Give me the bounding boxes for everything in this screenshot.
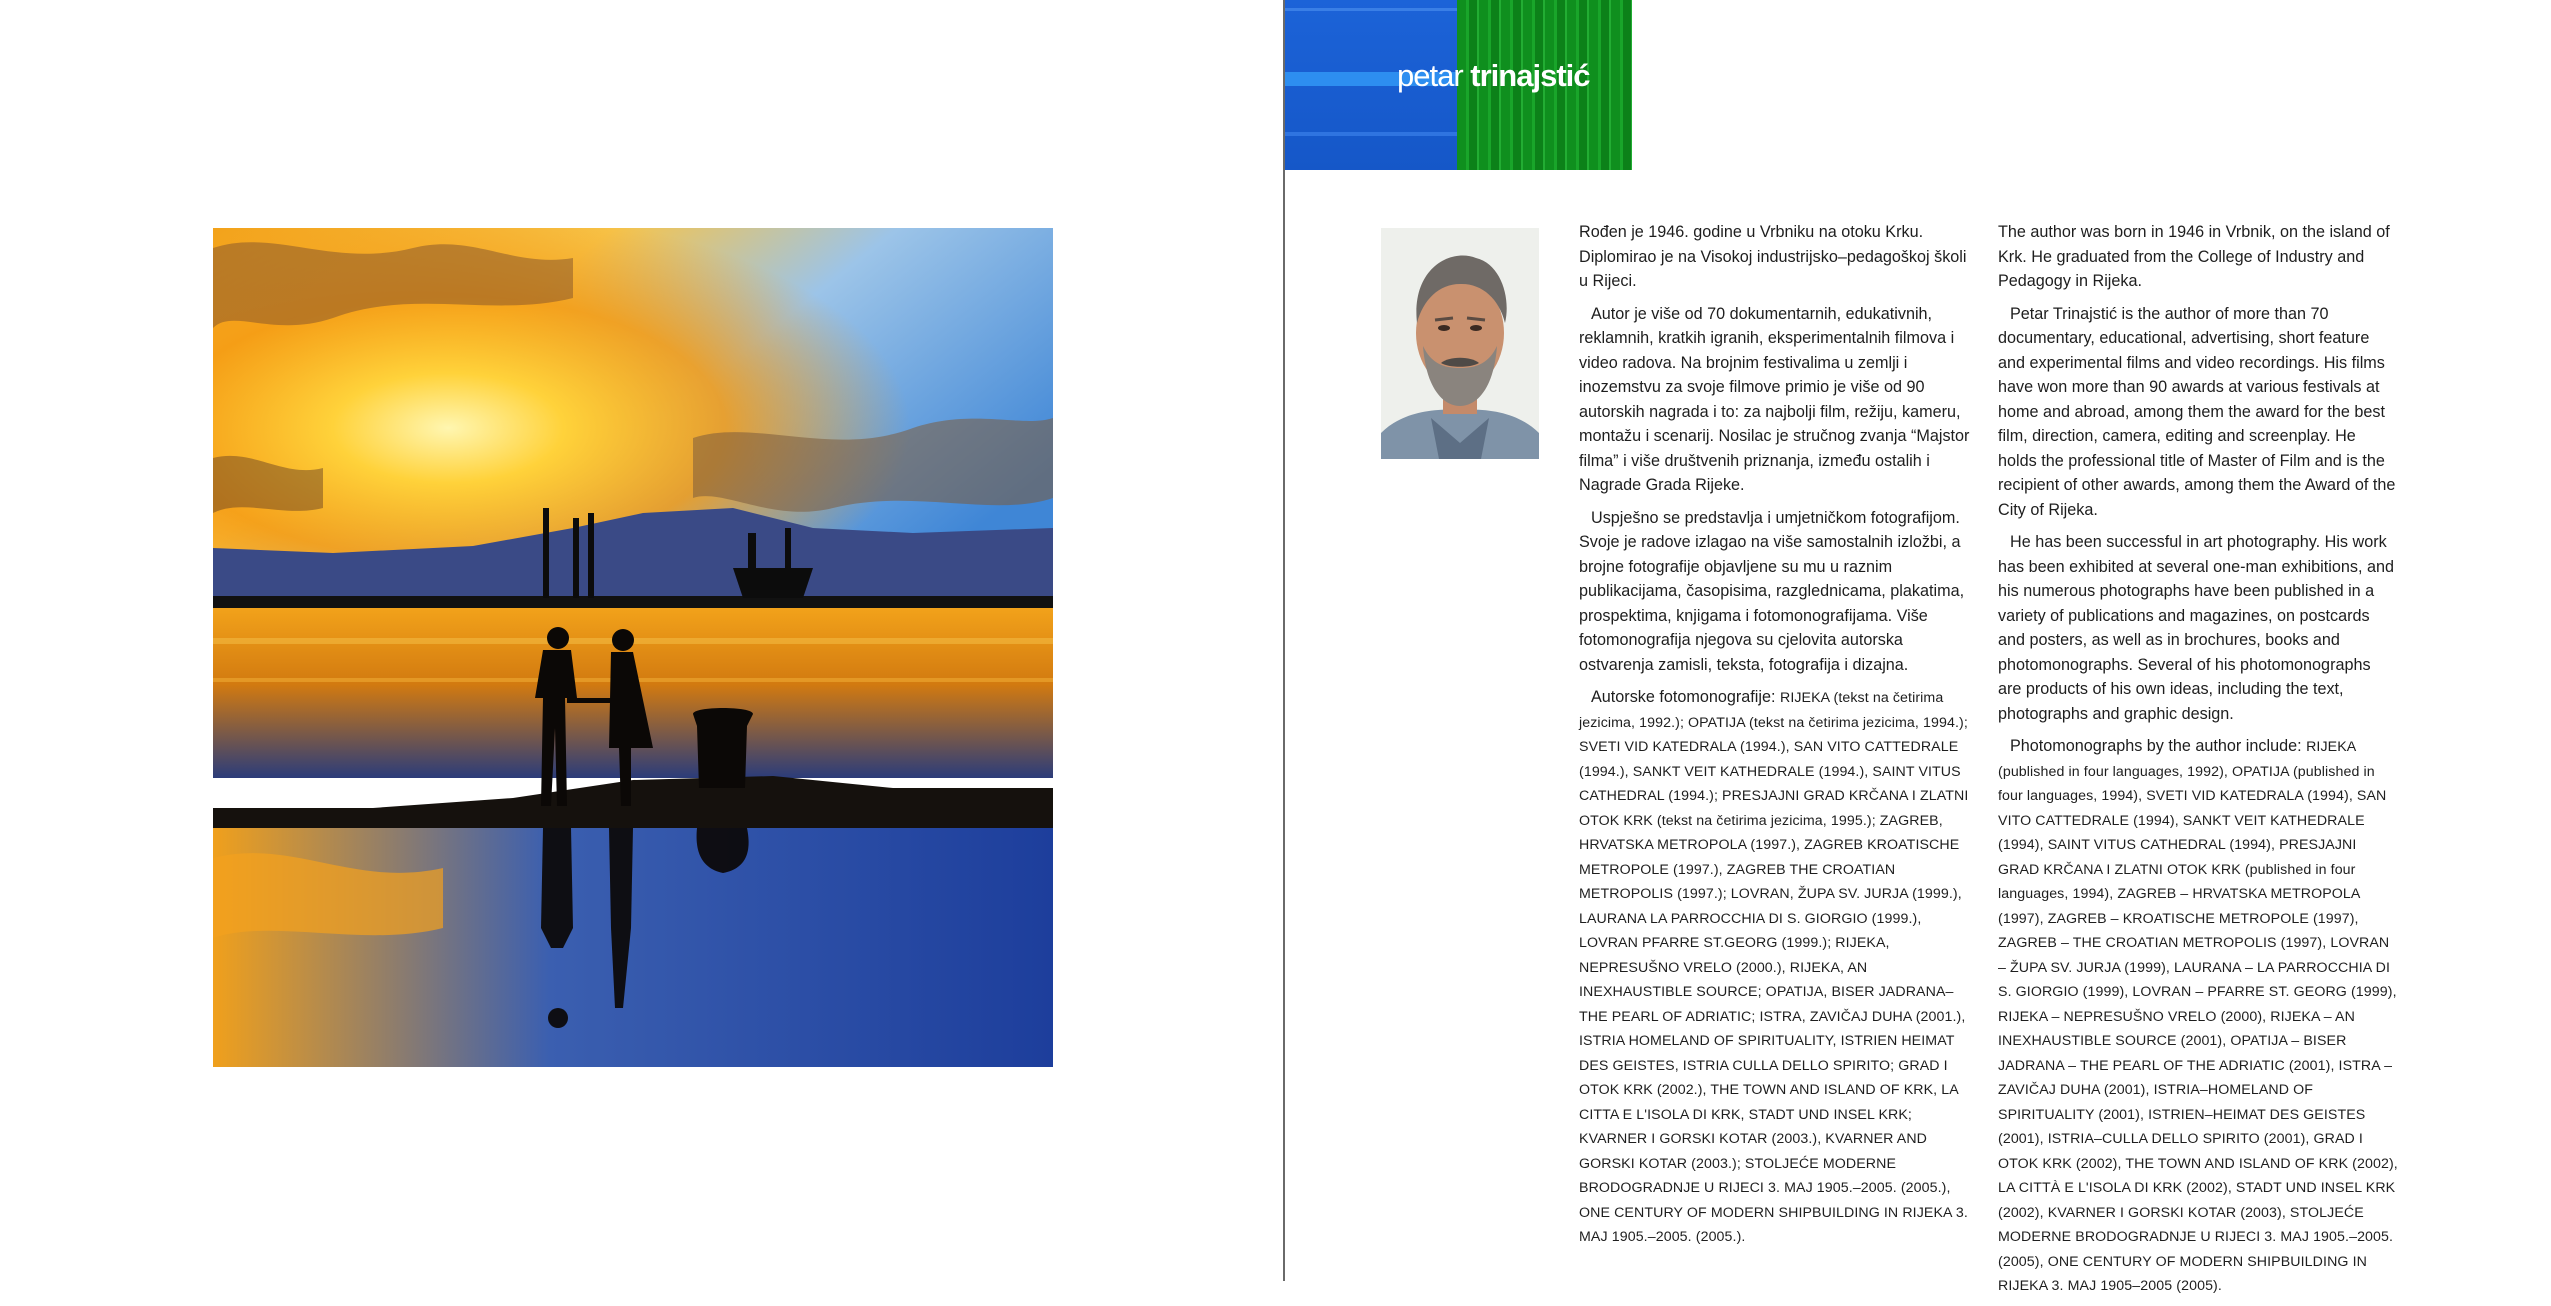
bio-en-paragraph-4 [1998, 734, 2398, 1298]
bio-hr-paragraph-1: Rođen je 1946. godine u Vrbniku na otoku Krku. Diplomirao je na Visokoj industrijsko–pedagoškoj školi u Rijeci. [1579, 223, 1967, 290]
bio-hr-paragraph-2: Autor je više od 70 dokumentarnih, edukativnih, reklamnih, kratkih igranih, eksperimentalnih filmova i video radova. Na brojnim festivalima u zemlji i inozemstvu za svoje filmove primio je više od 90 autorskih nagrada i to: za najbolji film, režiju, kameru, montažu i scenarij. Nosilac je stručnog zvanja “Majstor filma” i više društvenih priznanja, između ostalih i Nagrade Grada Rijeke. [1579, 304, 1970, 494]
sunset-harbour-photo [213, 228, 1053, 1067]
left-page [0, 0, 1283, 1281]
bio-english-column [1998, 220, 2398, 1306]
bio-croatian-column [1579, 220, 1979, 1257]
bio-hr-monographs-list: RIJEKA (tekst na četirima jezicima, 1992.); OPATIJA (tekst na četirima jezicima, 1994.); SVETI VID KATEDRALA (1994.), SAN VITO CATTEDRALE (1994.), SANKT VEIT KATHEDRALE (1994.), SAINT VITUS CATHEDRAL (1994.); PRESJAJNI GRAD KRČANA I ZLATNI OTOK KRK (tekst na četirima jezicima, 1995.); ZAGREB, HRVATSKA METROPOLA (1997.), ZAGREB KROATISCHE METROPOLE (1997.), ZAGREB THE CROATIAN METROPOLIS (1997.); LOVRAN, ŽUPA SV. JURJA (1999.), LAURANA LA PARROCCHIA DI S. GIORGIO (1999.), LOVRAN PFARRE ST.GEORG (1999.); RIJEKA, NEPRESUŠNO VRELO (2000.), RIJEKA, AN INEXHAUSTIBLE SOURCE; OPATIJA, BISER JADRANA–THE PEARL OF ADRIATIC; ISTRA, ZAVIČAJ DUHA (2001.), ISTRIA HOMELAND OF SPIRITUALITY, ISTRIEN HEIMAT DES GEISTES, ISTRIA CULLA DELLO SPIRITO; GRAD I OTOK KRK (2002.), THE TOWN AND ISLAND OF KRK, LA CITTA E L'ISOLA DI KRK, STADT UND INSEL KRK; KVARNER I GORSKI KOTAR (2003.), KVARNER AND GORSKI KOTAR (2003.); STOLJEĆE MODERNE BRODOGRADNJE U RIJECI 3. MAJ 1905.–2005. (2005.), ONE CENTURY OF MODERN SHIPBUILDING IN RIJEKA 3. MAJ 1905.–2005. (2005.). [1579, 690, 1969, 1245]
author-portrait [1381, 228, 1539, 459]
right-page [1285, 0, 2551, 1294]
header-banner [1285, 0, 1632, 170]
bio-en-monographs-list: RIJEKA (published in four languages, 1992), OPATIJA (published in four languages, 1994), SVETI VID KATEDRALA (1994), SAN VITO CATTEDRALE (1994), SANKT VEIT KATHEDRALE (1994), SAINT VITUS CATHEDRAL (1994), PRESJAJNI GRAD KRČANA I ZLATNI OTOK KRK (published in four languages, 1994), ZAGREB – HRVATSKA METROPOLA (1997), ZAGREB – KROATISCHE METROPOLE (1997), ZAGREB – THE CROATIAN METROPOLIS (1997), LOVRAN – ŽUPA SV. JURJA (1999), LAURANA – LA PARROCCHIA DI S. GIORGIO (1999), LOVRAN – PFARRE ST. GEORG (1999), RIJEKA – NEPRESUŠNO VRELO (2000), RIJEKA – AN INEXHAUSTIBLE SOURCE (2001), OPATIJA – BISER JADRANA – THE PEARL OF THE ADRIATIC (2001), ISTRA – ZAVIČAJ DUHA (2001), ISTRIA–HOMELAND OF SPIRITUALITY (2001), ISTRIEN–HEIMAT DES GEISTES (2001), ISTRIA–CULLA DELLO SPIRITO (2001), GRAD I OTOK KRK (2002), THE TOWN AND ISLAND OF KRK (2002), LA CITTÀ E L'ISOLA DI KRK (2002), STADT UND INSEL KRK (2002), KVARNER I GORSKI KOTAR (2003), STOLJEĆE MODERNE BRODOGRADNJE U RIJECI 3. MAJ 1905.–2005. (2005), ONE CENTURY OF MODERN SHIPBUILDING IN RIJEKA 3. MAJ 1905–2005 (2005). [1998, 739, 2398, 1294]
author-first-name: petar [1397, 58, 1463, 93]
bio-hr-monographs-lead: Autorske fotomonografije: [1591, 688, 1780, 706]
bio-en-paragraph-3: He has been successful in art photography. His work has been exhibited at several one-man exhibitions, and his numerous photographs have been published in a variety of publications and magazines, on postcards and posters, as well as in brochures, books and photomonographs. Several of his photomonographs are products of his own ideas, including the text, photographs and graphic design. [1998, 533, 2394, 723]
author-name-title [1397, 58, 1590, 94]
bio-en-monographs-lead: Photomonographs by the author include: [2010, 737, 2307, 755]
bio-hr-paragraph-4 [1579, 685, 1979, 1249]
bio-en-paragraph-2: Petar Trinajstić is the author of more than 70 documentary, educational, advertising, short feature and experimental films and video recordings. His films have won more than 90 awards at various festivals at home and abroad, among them the award for the best film, direction, camera, editing and screenplay. He holds the professional title of Master of Film and is the recipient of other awards, among them the Award of the City of Rijeka. [1998, 304, 2396, 519]
author-last-name: trinajstić [1470, 58, 1590, 93]
bio-hr-paragraph-3: Uspješno se predstavlja i umjetničkom fotografijom. Svoje je radove izlagao na više samostalnih izložbi, a brojne fotografije objavljene su mu u raznim publikacijama, časopisima, razglednicama, plakatima, prospektima, knjigama i fotomonografijama. Više fotomonografija njegova su cjelovita autorska ostvarenja zamisli, teksta, fotografija i dizajna. [1579, 508, 1965, 674]
bio-en-paragraph-1: The author was born in 1946 in Vrbnik, on the island of Krk. He graduated from the College of Industry and Pedagogy in Rijeka. [1998, 223, 2390, 290]
